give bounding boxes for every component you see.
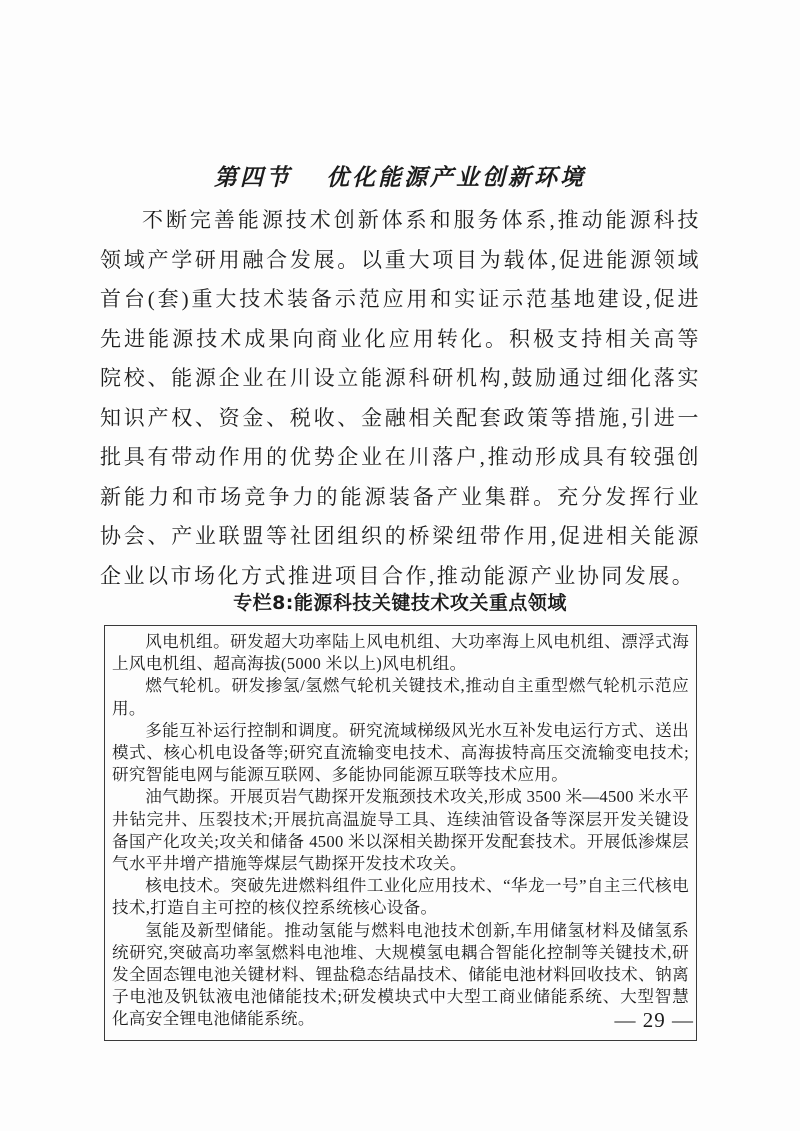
- section-title: [0, 159, 800, 192]
- body-paragraph: 不断完善能源技术创新体系和服务体系,推动能源科技领域产学研用融合发展。以重大项目为载体,促进能源领域首台(套)重大技术装备示范应用和实证示范基地建设,促进先进能源技术成果向商业化应用转化。积极支持相关高等院校、能源企业在川设立能源科研机构,鼓励通过细化落实知识产权、资金、税收、金融相关配套政策等措施,引进一批具有带动作用的优势企业在川落户,推动形成具有较强创新能力和市场竞争力的能源装备产业集群。充分发挥行业协会、产业联盟等社团组织的桥梁纽带作用,促进相关能源企业以市场化方式推进项目合作,推动能源产业协同发展。: [100, 208, 701, 588]
- panel-box-title: 专栏8:能源科技关键技术攻关重点领域: [233, 592, 567, 614]
- box-paragraph-oil-gas-exploration: 油气勘探。开展页岩气勘探开发瓶颈技术攻关,形成 3500 米—4500 米水平井钻完井、压裂技术;开展抗高温旋导工具、连续油管设备等深层开发关键设备国产化攻关;攻关和储备 4500 米以深相关勘探开发配套技术。开展低渗煤层气水平井增产措施等煤层气勘探开发技术攻关。: [112, 787, 689, 874]
- box-paragraph-multi-energy: 多能互补运行控制和调度。研究流域梯级风光水互补发电运行方式、送出模式、核心机电设备等;研究直流输变电技术、高海拔特高压交流输变电技术;研究智能电网与能源互联网、多能协同能源互联等技术应用。: [112, 720, 689, 785]
- page-number: — 29 —: [614, 1008, 694, 1032]
- box-paragraph-nuclear-power: 核电技术。突破先进燃料组件工业化应用技术、“华龙一号”自主三代核电技术,打造自主可控的核仪控系统核心设备。: [112, 876, 689, 918]
- box-paragraph-gas-turbines: 燃气轮机。研发掺氢/氢燃气轮机关键技术,推动自主重型燃气轮机示范应用。: [112, 676, 689, 718]
- section-title-text: 优化能源产业创新环境: [326, 165, 586, 191]
- box-paragraph-hydrogen-storage: 氢能及新型储能。推动氢能与燃料电池技术创新,车用储氢材料及储氢系统研究,突破高功率氢燃料电池堆、大规模氢电耦合智能化控制等关键技术,研发全固态锂电池关键材料、锂盐稳态结晶技术、储能电池材料回收技术、钠离子电池及钒钛液电池储能技术;研发模块式中大型工商业储能系统、大型智慧化高安全锂电池储能系统。: [112, 920, 689, 1029]
- panel-box: [104, 625, 697, 1041]
- section-number: 第四节: [214, 165, 292, 191]
- box-paragraph-wind-turbines: 风电机组。研发超大功率陆上风电机组、大功率海上风电机组、漂浮式海上风电机组、超高海拔(5000 米以上)风电机组。: [112, 632, 689, 674]
